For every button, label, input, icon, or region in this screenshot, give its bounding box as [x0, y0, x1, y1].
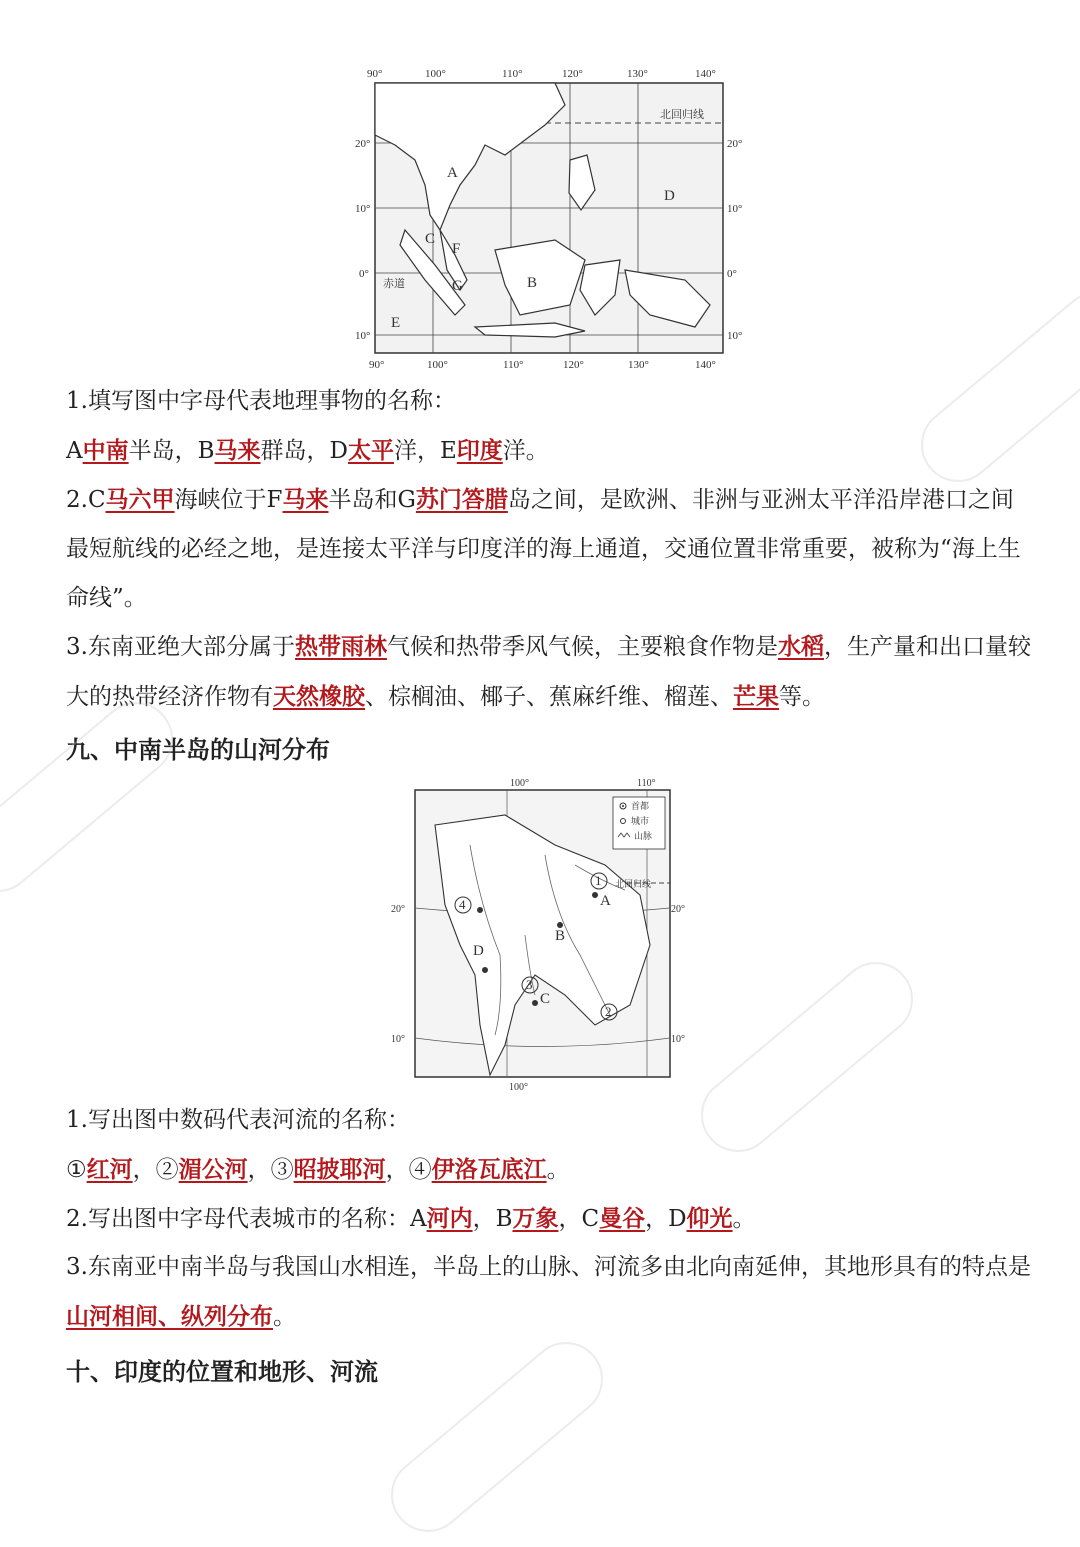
answer-blank: 万象 — [512, 1205, 559, 1232]
map1-left-label: 20° — [355, 138, 371, 150]
s9-question-1-intro: 1.写出图中数码代表河流的名称： — [66, 1107, 410, 1133]
map1-letter-e: E — [391, 315, 401, 331]
legend-city: 城市 — [631, 816, 650, 826]
map1-tropic-label: 北回归线 — [660, 109, 704, 121]
answer-blank: 芒果 — [733, 683, 779, 710]
map2-letter-c: C — [540, 991, 551, 1007]
answer-blank: 仰光 — [686, 1205, 733, 1232]
map2-letter-a: A — [600, 893, 611, 909]
map1-bottom-label: 110° — [503, 359, 524, 371]
map1-right-label: 20° — [727, 138, 743, 150]
answer-blank: 中南 — [82, 437, 129, 464]
map2-letter-d: D — [473, 943, 484, 959]
indochina-map — [385, 775, 690, 1095]
answer-blank: 红河 — [86, 1156, 133, 1183]
answer-blank: 马来 — [214, 437, 261, 464]
map2-top-label: 110° — [637, 778, 656, 789]
answer-blank: 昭披耶河 — [293, 1156, 386, 1183]
map2-number-4: 4 — [459, 897, 466, 912]
s9-question-2: 2.写出图中字母代表城市的名称：A河内，B万象，C曼谷，D仰光。 — [66, 1205, 756, 1232]
map1-letter-c: C — [425, 231, 436, 247]
s9-question-3: 3.东南亚中南半岛与我国山水相连，半岛上的山脉、河流多由北向南延伸，其地形具有的特点是山河相间、纵列分布。 — [66, 1254, 1031, 1330]
map1-bottom-label: 90° — [369, 359, 385, 371]
s8-question-2: 2.C马六甲海峡位于F马来半岛和G苏门答腊岛之间，是欧洲、非洲与亚洲太平洋沿岸港口之间最短航线的必经之地，是连接太平洋与印度洋的海上通道，交通位置非常重要，被称为“海上生命线”。 — [66, 486, 1021, 611]
answer-blank: 河内 — [426, 1205, 473, 1232]
map1-bottom-label: 100° — [427, 359, 448, 371]
answer-blank: 热带雨林 — [294, 633, 387, 660]
answer-blank: 苏门答腊 — [415, 486, 508, 513]
map1-top-label: 120° — [562, 68, 583, 80]
map1-left-label: 10° — [355, 203, 371, 215]
map1-top-label: 140° — [695, 68, 716, 80]
map1-bottom-label: 120° — [563, 359, 584, 371]
southeast-asia-map — [355, 65, 745, 375]
s9-question-1-answer: ①红河，②湄公河，③昭披耶河，④伊洛瓦底江。 — [66, 1156, 570, 1183]
map1-bottom-label: 130° — [628, 359, 649, 371]
map1-letter-f: F — [452, 241, 461, 257]
answer-blank: 湄公河 — [178, 1156, 248, 1183]
map1-right-label: 10° — [727, 203, 743, 215]
s8-question-1-intro: 1.填写图中字母代表地理事物的名称： — [66, 388, 456, 414]
map1-right-label: 10° — [727, 330, 743, 342]
map1-top-label: 90° — [367, 68, 383, 80]
answer-blank: 马来 — [282, 486, 329, 513]
answer-blank: 伊洛瓦底江 — [431, 1156, 547, 1183]
legend-capital: 首都 — [631, 801, 650, 811]
map2-number-1: 1 — [595, 873, 602, 888]
map1-top-label: 100° — [425, 68, 446, 80]
map2-top-label: 100° — [510, 778, 529, 789]
map1-letter-d: D — [664, 188, 675, 204]
map2-left-label: 10° — [391, 1034, 405, 1045]
map2-right-label: 10° — [671, 1034, 685, 1045]
answer-blank: 印度 — [456, 437, 503, 464]
answer-blank: 水稻 — [777, 633, 824, 660]
map1-left-label: 0° — [359, 268, 369, 280]
answer-blank: 天然橡胶 — [273, 683, 365, 710]
watermark-badge — [376, 1327, 618, 1547]
map2-letter-b: B — [555, 928, 566, 944]
answer-blank: 曼谷 — [599, 1205, 646, 1232]
map1-letter-b: B — [527, 275, 538, 291]
map2-bottom-label: 100° — [509, 1082, 528, 1093]
map1-letter-a: A — [447, 165, 458, 181]
map2-number-3: 3 — [526, 977, 533, 992]
s8-question-1-answer: A中南半岛，B马来群岛，D太平洋，E印度洋。 — [66, 437, 549, 464]
section-10-heading: 十、印度的位置和地形、河流 — [66, 1358, 378, 1386]
map1-equator-label: 赤道 — [383, 278, 405, 290]
map1-bottom-label: 140° — [695, 359, 716, 371]
map1-left-label: 10° — [355, 330, 371, 342]
map2-right-label: 20° — [671, 904, 685, 915]
map2-number-2: 2 — [605, 1004, 612, 1019]
answer-blank: 太平 — [347, 437, 394, 464]
section-9-heading: 九、中南半岛的山河分布 — [66, 736, 330, 764]
s8-question-3: 3.东南亚绝大部分属于热带雨林气候和热带季风气候，主要粮食作物是水稻，生产量和出口量较大的热带经济作物有天然橡胶、棕榈油、椰子、蕉麻纤维、榴莲、芒果等。 — [66, 633, 1031, 710]
map2-tropic-label: 北回归线 — [615, 879, 652, 889]
legend-mountain: 山脉 — [634, 831, 653, 841]
map1-top-label: 130° — [627, 68, 648, 80]
answer-blank: 马六甲 — [105, 486, 175, 513]
map2-left-label: 20° — [391, 904, 405, 915]
map1-letter-g: G — [452, 278, 463, 294]
map1-right-label: 0° — [727, 268, 737, 280]
answer-blank: 山河相间、纵列分布 — [66, 1303, 273, 1330]
map1-top-label: 110° — [502, 68, 523, 80]
